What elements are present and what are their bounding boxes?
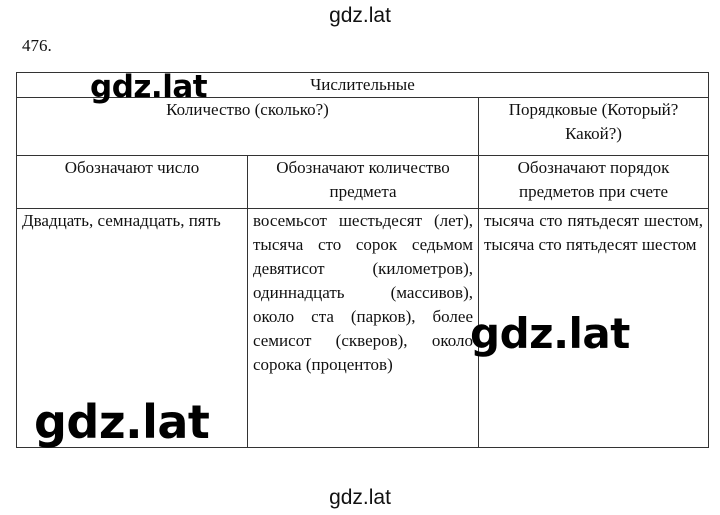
cell-count-examples: восемьсот шестьдесят (лет), тысяча сто сорок седьмом девятисот (километров), одиннадцать (массивов), около ста (парков), более семисот (скверов), около сорока (процентов) xyxy=(248,209,479,448)
subheader-number: Обозначают число xyxy=(17,156,248,209)
watermark-overlay-1: gdz.lat xyxy=(90,69,208,105)
watermark-overlay-2: gdz.lat xyxy=(470,309,630,358)
group-header-ordinal: Порядковые (Который? Какой?) xyxy=(479,98,709,156)
numerals-table xyxy=(16,72,709,448)
table-group-row xyxy=(17,98,709,156)
task-number: 476. xyxy=(22,36,52,55)
table-subheader-row xyxy=(17,156,709,209)
cell-order-examples: тысяча сто пятьдесят шестом, тысяча сто пятьдесят шестом xyxy=(484,211,704,254)
watermark-top: gdz.lat xyxy=(329,4,391,27)
subheader-count: Обозначают количество предмета xyxy=(248,156,479,209)
cell-number-examples: Двадцать, семнадцать, пять xyxy=(17,209,248,448)
table-title: Числительные xyxy=(17,73,709,98)
watermark-overlay-3: gdz.lat xyxy=(34,395,210,449)
watermark-bottom: gdz.lat xyxy=(329,486,391,509)
group-header-quantity: Количество (сколько?) xyxy=(17,98,479,156)
subheader-order: Обозначают порядок предметов при счете xyxy=(479,156,709,209)
